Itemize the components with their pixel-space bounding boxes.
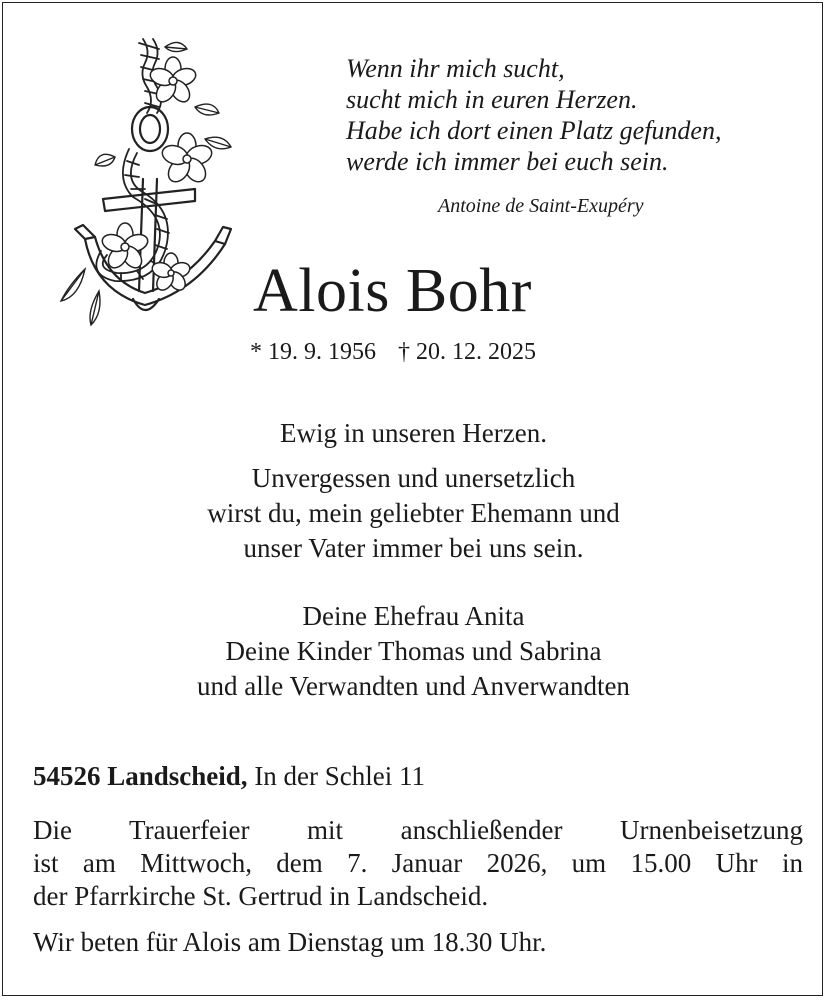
prayer-info: Wir beten für Alois am Dienstag um 18.30 Uhr. [33, 927, 547, 957]
farewell-message [3, 461, 824, 566]
life-dates [250, 339, 536, 366]
poem [346, 53, 806, 177]
message-line: Unvergessen und unersetzlich [251, 463, 576, 493]
poem-line: sucht mich in euren Herzen. [346, 85, 638, 114]
obituary-notice [2, 2, 823, 996]
mourner-line: Deine Ehefrau Anita [302, 601, 525, 631]
address-street: In der Schlei 11 [254, 761, 426, 791]
message-line: unser Vater immer bei uns sein. [243, 533, 584, 563]
service-line: ist am Mittwoch, dem 7. Januar 2026, um 15.00 Uhr in [33, 848, 803, 878]
mourner-line: Deine Kinder Thomas und Sabrina [225, 636, 602, 666]
mourners [3, 599, 824, 704]
mourner-line: und alle Verwandten und Anverwandten [197, 671, 630, 701]
message-line: wirst du, mein geliebter Ehemann und [207, 498, 620, 528]
address [33, 761, 425, 792]
poem-line: Wenn ihr mich sucht, [346, 54, 565, 83]
birth-date: * 19. 9. 1956 [250, 339, 376, 365]
address-place: 54526 Landscheid, [33, 761, 248, 791]
death-date: † 20. 12. 2025 [398, 339, 536, 365]
deceased-name: Alois Bohr [253, 257, 532, 325]
poem-line: Habe ich dort einen Platz gefunden, [346, 116, 722, 145]
service-line: der Pfarrkirche St. Gertrud in Landscheid. [33, 881, 489, 911]
service-info [33, 814, 803, 913]
motto: Ewig in unseren Herzen. [280, 418, 547, 448]
anchor-with-rope-and-flowers-icon [55, 29, 245, 339]
service-line: Die Trauerfeier mit anschließender Urnenbeisetzung [33, 815, 803, 845]
poem-line: werde ich immer bei euch sein. [346, 147, 669, 176]
poem-author: Antoine de Saint-Exupéry [438, 195, 644, 217]
